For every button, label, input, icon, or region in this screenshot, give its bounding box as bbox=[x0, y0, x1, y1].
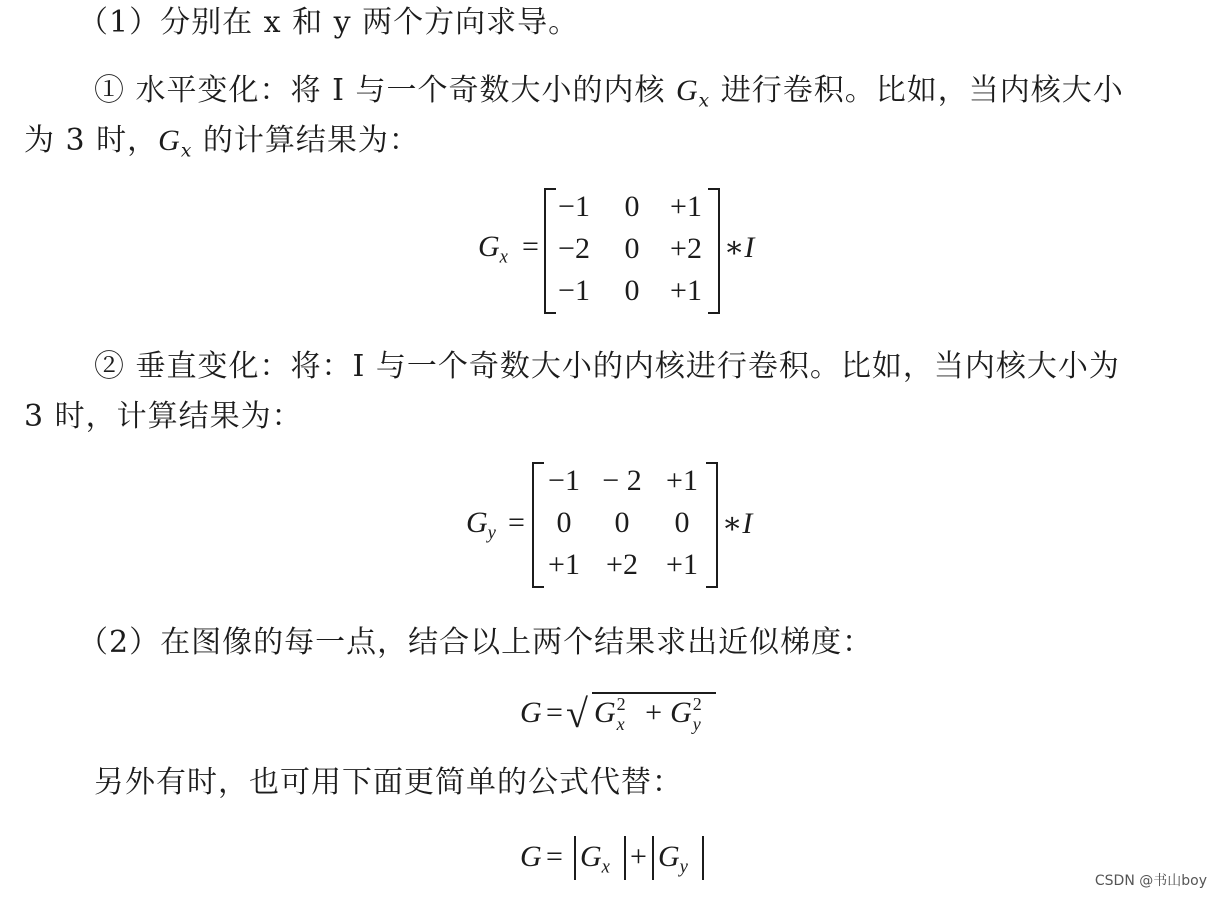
convolution-operand bbox=[724, 230, 754, 265]
radicand bbox=[594, 694, 706, 734]
matrix-cell: +2 bbox=[670, 232, 702, 265]
symbol-g: G bbox=[658, 840, 680, 873]
subscript-x: x bbox=[499, 246, 508, 268]
formula-gradient-approx bbox=[520, 834, 710, 884]
matrix-cell: 0 bbox=[614, 506, 630, 539]
matrix-cell: 0 bbox=[674, 506, 690, 539]
paragraph-vertical-change: ② 垂直变化：将：I 与一个奇数大小的内核进行卷积。比如，当内核大小为 bbox=[94, 349, 1120, 384]
symbol-g: G bbox=[520, 840, 542, 873]
matrix-cell: −1 bbox=[548, 464, 580, 497]
script-pair bbox=[616, 694, 630, 734]
superscript-2: 2 bbox=[616, 694, 626, 714]
matrix-cell: 0 bbox=[624, 190, 640, 223]
plus-sign: + bbox=[645, 696, 663, 729]
subscript-x: x bbox=[616, 714, 625, 734]
paragraph-horizontal-change bbox=[94, 72, 1124, 121]
equals-sign: = bbox=[546, 840, 563, 873]
equation-gy bbox=[466, 462, 786, 588]
sqrt-symbol: √ bbox=[566, 691, 588, 736]
abs-bar bbox=[574, 836, 576, 880]
matrix-cell: −2 bbox=[558, 232, 590, 265]
abs-bar bbox=[652, 836, 654, 880]
text-span: 进行卷积。比如，当内核大小 bbox=[710, 73, 1124, 108]
symbol-g: G bbox=[670, 696, 692, 729]
matrix-cell: 0 bbox=[624, 232, 640, 265]
matrix-cell: 0 bbox=[624, 274, 640, 307]
matrix-cell: −1 bbox=[558, 274, 590, 307]
matrix-cell: −1 bbox=[558, 190, 590, 223]
convolution-operand bbox=[722, 506, 752, 541]
abs-bar bbox=[702, 836, 704, 880]
equals-sign: = bbox=[546, 696, 563, 729]
matrix-cell: +1 bbox=[670, 190, 702, 223]
plus-sign: + bbox=[630, 840, 647, 873]
abs-term-gx bbox=[580, 840, 610, 879]
equals-sign: = bbox=[522, 230, 539, 263]
matrix-cell: +2 bbox=[606, 548, 638, 581]
matrix-cell: 0 bbox=[556, 506, 572, 539]
subscript-y: y bbox=[487, 522, 496, 544]
paragraph-horizontal-change-cont bbox=[24, 122, 420, 171]
subscript-y: y bbox=[679, 856, 688, 878]
subscript-x: x bbox=[180, 140, 193, 162]
image-symbol: I bbox=[742, 507, 753, 540]
convolution-operator: ∗ bbox=[722, 507, 743, 540]
matrix-cell: +1 bbox=[670, 274, 702, 307]
symbol-g: G bbox=[478, 230, 500, 263]
matrix-cell: +1 bbox=[666, 548, 698, 581]
equals-sign: = bbox=[508, 506, 525, 539]
matrix-cell: +1 bbox=[666, 464, 698, 497]
image-symbol: I bbox=[744, 231, 755, 264]
paragraph-vertical-change-cont: 3 时，计算结果为： bbox=[24, 399, 303, 434]
matrix-cell: − 2 bbox=[602, 464, 642, 497]
script-pair bbox=[692, 694, 706, 734]
symbol-g: G bbox=[158, 124, 181, 157]
formula-gradient-magnitude bbox=[520, 684, 720, 744]
matrix-gx bbox=[544, 188, 720, 314]
symbol-g: G bbox=[520, 696, 542, 729]
superscript-2: 2 bbox=[692, 694, 702, 714]
paragraph-step-1: （1）分别在 x 和 y 两个方向求导。 bbox=[78, 5, 580, 40]
symbol-g: G bbox=[676, 74, 699, 107]
symbol-g: G bbox=[580, 840, 602, 873]
subscript-x: x bbox=[601, 856, 610, 878]
abs-bar bbox=[624, 836, 626, 880]
matrix-gy bbox=[532, 462, 718, 588]
paragraph-step-2: （2）在图像的每一点，结合以上两个结果求出近似梯度： bbox=[78, 625, 874, 660]
paragraph-alternative: 另外有时，也可用下面更简单的公式代替： bbox=[94, 765, 683, 800]
subscript-y: y bbox=[692, 714, 701, 734]
matrix-cell: +1 bbox=[548, 548, 580, 581]
gx-label bbox=[478, 230, 508, 269]
symbol-g: G bbox=[466, 506, 488, 539]
subscript-x: x bbox=[698, 90, 711, 112]
text-span: ① 水平变化：将 I 与一个奇数大小的内核 bbox=[94, 73, 676, 108]
symbol-g: G bbox=[594, 696, 616, 729]
convolution-operator: ∗ bbox=[724, 231, 745, 264]
equation-gx bbox=[478, 188, 778, 314]
text-span: 为 3 时， bbox=[24, 123, 159, 158]
gy-label bbox=[466, 506, 496, 545]
text-span: 的计算结果为： bbox=[192, 123, 420, 158]
abs-term-gy bbox=[658, 840, 688, 879]
csdn-watermark: CSDN @书山boy bbox=[1094, 873, 1207, 889]
